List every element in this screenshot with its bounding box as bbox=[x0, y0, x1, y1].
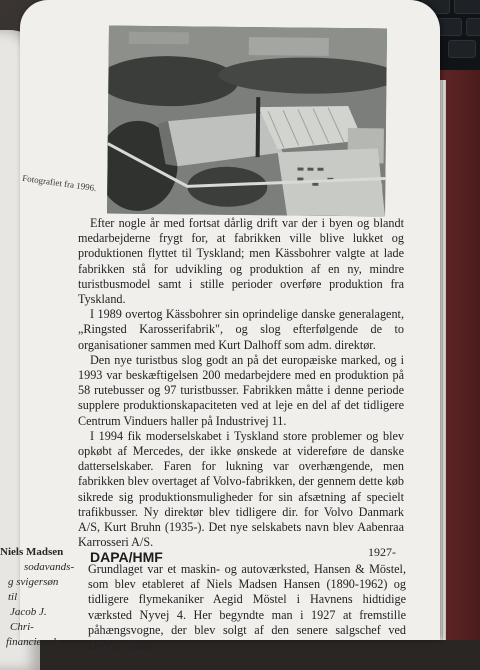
keyboard-key bbox=[448, 40, 476, 58]
section-text: Grundlaget var et maskin- og autoværksted, Hansen & Möstel, som blev etableret af Niels Madsen Hansen (1890-1962) og tidligere flymekaniker Aegid Möstel i Havnens hidtidige værksted Nyvej 4. Her begyndte man i 1927 at fremstille påhængsvogne, der blev solgt af den senere salgschef ved DAPA, Hans bbox=[88, 562, 406, 653]
paragraph: I 1994 fik moderselskabet i Tyskland store problemer og blev opkøbt af Mercedes, der ikke ønskede at videreføre de danske datterselskaber. Faren for lukning var overhængende, men fabrikken blev overtaget af Volvo-fabrikken, der gennem dette køb sikrede sig produktionsmuligheder for sin afsætning af specielt trafikbusser. Ny direktør blev tidligere dir. for Volvo Danmark A/S, Kurt Bruhn (1935-). Det nye selskabets navn blev Aabenraa Karrosseri A/S. bbox=[78, 428, 404, 550]
paragraph: Den nye turistbus slog godt an på det europæiske marked, og i 1993 var beskæftigelsen 200 medarbejdere med en produktion på 58 rutebusser og 97 turistbusser. Fabrikken måtte i denne periode supplere produktionskapaciteten ved at leje en del af det tidligere Centrum Vinduers haller på Industrivej 11. bbox=[78, 352, 404, 428]
paragraph: Efter nogle år med fortsat dårlig drift var der i byen og blandt medarbejderne frygt for, at fabrikken ville blive lukket og produktionen flyttet til Tyskland; men Kässbohrer valgte at lade fabrikken stå for udvikling og produktion af en ny, mindre turistbusmodel samt i stille perioder overføre produktion fra Tyskland. bbox=[78, 216, 404, 307]
section-heading: DAPA/HMF bbox=[90, 549, 163, 565]
left-page-name: Niels Madsen bbox=[0, 546, 64, 558]
left-page-text bbox=[0, 545, 75, 650]
keyboard-key bbox=[454, 0, 480, 14]
left-page-line: g svigersøn til bbox=[8, 576, 59, 603]
photo-side-caption: Fotografiet fra 1996. bbox=[21, 172, 98, 194]
section-year: 1927- bbox=[368, 545, 396, 559]
left-page-line: sodavands- bbox=[24, 561, 75, 573]
paragraph: I 1989 overtog Kässbohrer sin oprindelige danske generalagent, „Ringsted Karosserifabrik", og slog efterfølgende de to organisationer sammen med Kurt Dalhoff som adm. direktør. bbox=[78, 307, 404, 352]
body-text bbox=[78, 216, 404, 550]
left-page-line: financierede bbox=[6, 636, 61, 648]
keyboard-key bbox=[466, 18, 480, 36]
factory-aerial-photo bbox=[107, 26, 387, 217]
left-page-line: Jacob J. Chri- bbox=[10, 606, 47, 633]
